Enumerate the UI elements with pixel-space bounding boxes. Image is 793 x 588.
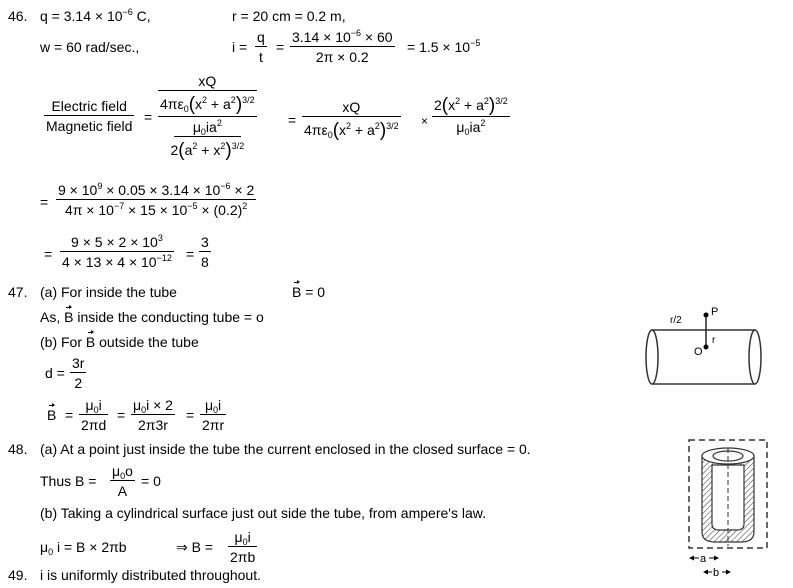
part-a-result: B = 0 [292, 284, 326, 300]
given-charge: $q = 3.14 \times 10^{-6}$ C, [40, 7, 151, 24]
thus-fraction: $\mu_0o$ A [112, 463, 133, 499]
question-number: 48. [8, 441, 28, 457]
question-number: 46. [8, 8, 28, 24]
part-a-explanation: As, B inside the conducting tube = o [40, 309, 264, 325]
part-a-text: (a) For inside the tube [40, 284, 177, 300]
final-answer-fraction: 3 8 [201, 234, 209, 270]
field-fraction-1: $\mu_0i$ 2πd [81, 397, 107, 433]
question-number: 49. [8, 567, 28, 583]
label-b: b [713, 567, 720, 579]
ratio-electric-magnetic: Electric field Magnetic field [46, 98, 133, 134]
field-fraction-3: $\mu_0i$ 2πr [202, 397, 225, 433]
given-angular-velocity: w = 60 rad/sec., [40, 39, 140, 55]
numeric-calculation-2: $9 \times 5 \times 2 \times 10^3$ $4 \times 13 \times 4 \times 10^{-12}$ [62, 233, 172, 270]
current-result: = $1.5 \times 10^{-5}$ [407, 38, 481, 55]
question-text: i is uniformly distributed throughout. [40, 567, 261, 583]
part-b-text: (b) Taking a cylindrical surface just out side the tube, from ampere's law. [40, 505, 486, 521]
label-P: P [711, 306, 719, 318]
amperes-law-equation: $\mu_0$ i = B × 2πb [40, 539, 127, 557]
current-calculation-fraction: $3.14 \times 10^{-6} \times 60$ 2π × 0.2 [292, 28, 393, 65]
question-number: 47. [8, 284, 28, 300]
rhs-fraction-2: $2(x^2 + a^2)^{3/2}$ $\mu_0ia^2$ [434, 95, 508, 137]
hollow-tube-diagram [665, 432, 775, 582]
rhs-fraction-1: xQ $4\pi\varepsilon_0(x^2 + a^2)^{3/2}$ [304, 99, 399, 141]
label-O: O [694, 346, 703, 358]
tube-diagram [640, 300, 770, 395]
result-fraction: $\mu_0i$ 2πb [230, 529, 256, 565]
label-r: r [712, 335, 716, 346]
distance-fraction: 3r 2 [72, 355, 85, 391]
label-a: a [700, 553, 707, 565]
current-label: i = [232, 39, 248, 55]
compound-fraction: xQ $4\pi\varepsilon_0(x^2 + a^2)^{3/2}$ $\mu_0ia^2$ $2(a^2 + x^2)^{3/2}$ [160, 73, 255, 161]
given-radius: r = 20 cm = 0.2 m, [232, 8, 346, 24]
current-fraction-q-over-t: q t [257, 29, 265, 65]
label-r-half: r/2 [670, 315, 682, 326]
field-label: B [47, 407, 57, 423]
numeric-calculation-1: $9 \times 10^9 \times 0.05 \times 3.14 \times 10^{-6} \times 2$ $4\pi \times 10^{-7} \times 15 \times 10^{-5} \times (0.2)^2$ [58, 181, 255, 218]
part-a-text: (a) At a point just inside the tube the current enclosed in the closed surface = 0. [40, 441, 531, 457]
field-fraction-2: $\mu_0i \times 2$ 2π3r [133, 397, 173, 433]
part-b-text: (b) For B outside the tube [40, 334, 199, 350]
